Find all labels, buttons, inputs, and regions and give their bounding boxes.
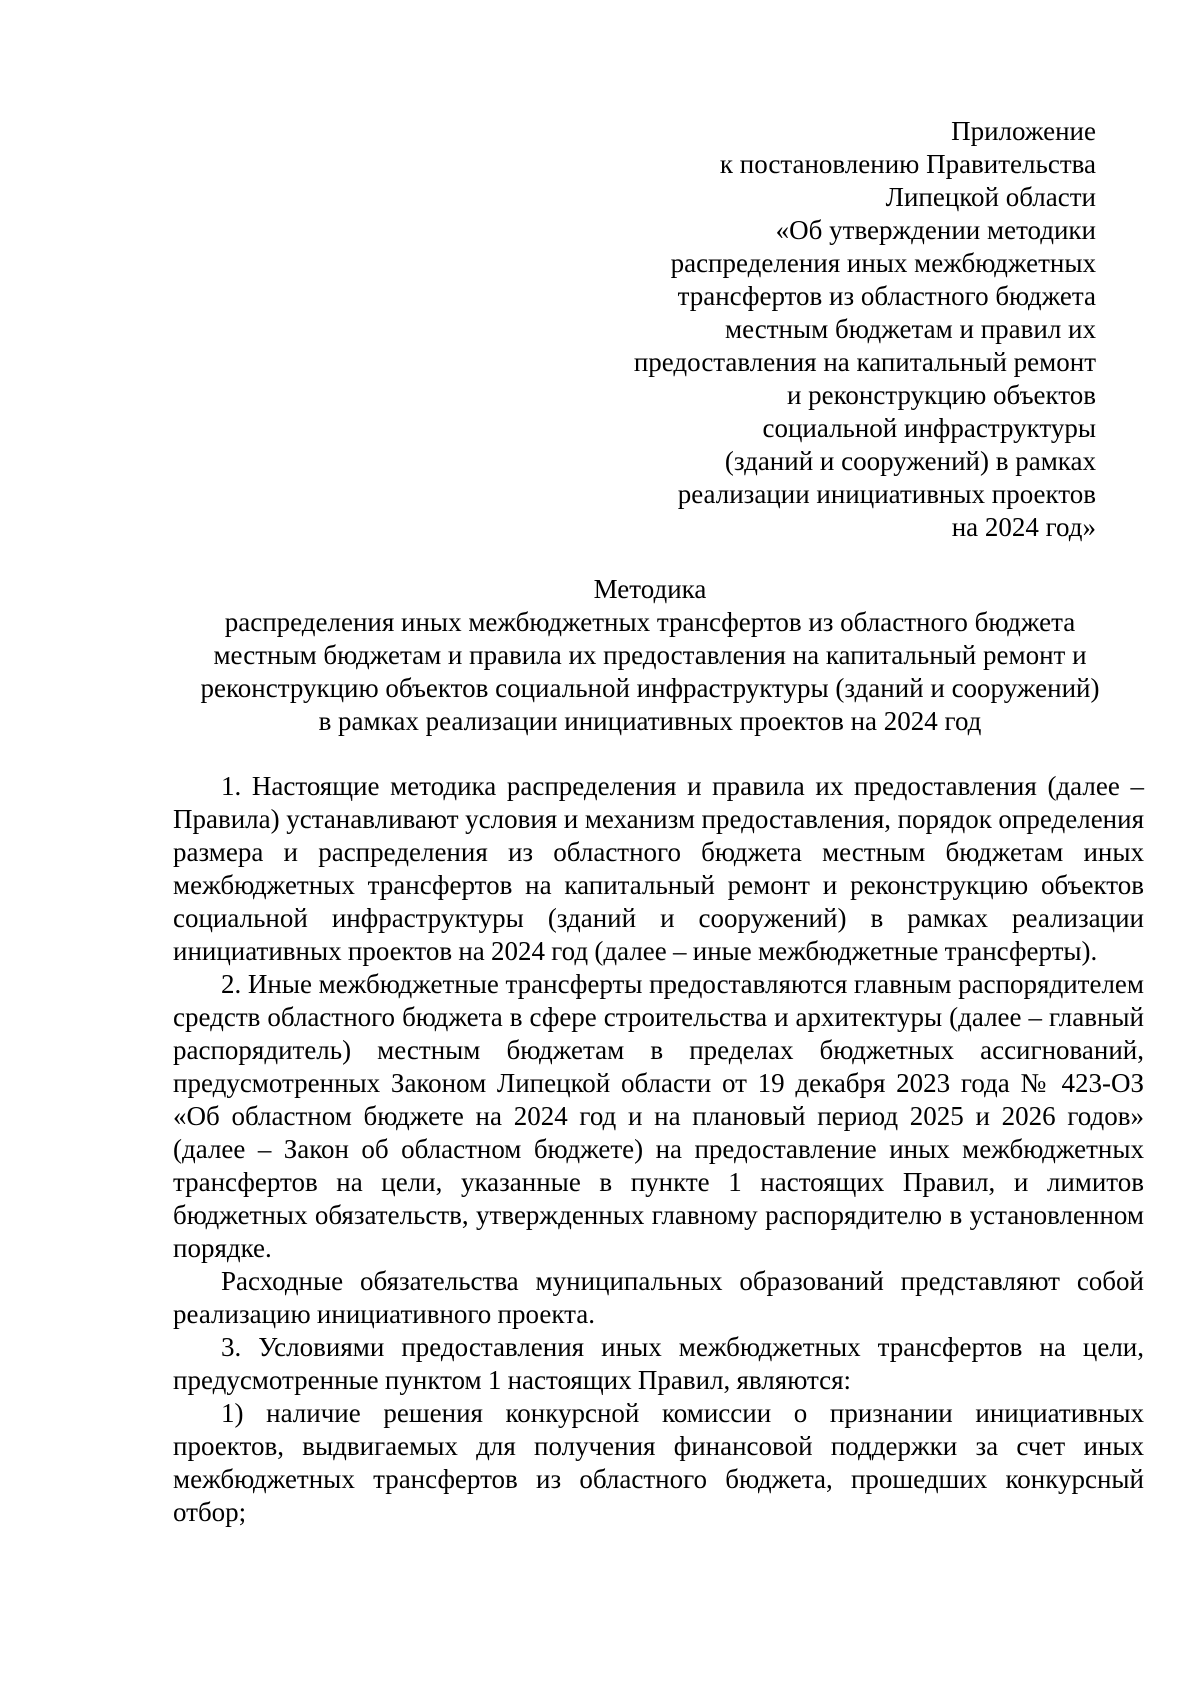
- title-line: местным бюджетам и правила их предоставления на капитальный ремонт и: [213, 640, 1087, 670]
- paragraph-2-note: Расходные обязательства муниципальных образований представляют собой реализацию инициативного проекта.: [173, 1266, 1144, 1329]
- title-line: реконструкцию объектов социальной инфраструктуры (зданий и сооружений): [200, 673, 1100, 703]
- appendix-line: Липецкой области: [885, 182, 1096, 212]
- appendix-header: [496, 115, 1096, 544]
- appendix-line: на 2024 год»: [951, 512, 1096, 542]
- appendix-line: социальной инфраструктуры: [762, 413, 1096, 443]
- paragraph-3-item-1: 1) наличие решения конкурсной комиссии о признании инициативных проектов, выдвигаемых для получения финансовой поддержки за счет иных межбюджетных трансфертов из областного бюджета, прошедших конкурсный отбор;: [173, 1398, 1144, 1527]
- appendix-line: распределения иных межбюджетных: [670, 248, 1096, 278]
- appendix-line: местным бюджетам и правил их: [725, 314, 1096, 344]
- paragraph-3: 3. Условиями предоставления иных межбюджетных трансфертов на цели, предусмотренные пунктом 1 настоящих Правил, являются:: [173, 1332, 1144, 1395]
- appendix-line: «Об утверждении методики: [775, 215, 1096, 245]
- appendix-line: Приложение: [951, 116, 1096, 146]
- paragraph-1: 1. Настоящие методика распределения и правила их предоставления (далее – Правила) устанавливают условия и механизм предоставления, порядок определения размера и распределения из областного бюджета местным бюджетам иных межбюджетных трансфертов на капитальный ремонт и реконструкцию объектов социальной инфраструктуры (зданий и сооружений) в рамках реализации инициативных проектов на 2024 год (далее – иные межбюджетные трансферты).: [173, 771, 1144, 966]
- title-line: Методика: [593, 574, 707, 604]
- document-title: [150, 573, 1150, 738]
- title-line: в рамках реализации инициативных проектов на 2024 год: [318, 706, 982, 736]
- appendix-line: и реконструкцию объектов: [786, 380, 1096, 410]
- appendix-line: трансфертов из областного бюджета: [677, 281, 1096, 311]
- appendix-line: реализации инициативных проектов: [677, 479, 1096, 509]
- appendix-line: к постановлению Правительства: [719, 149, 1096, 179]
- paragraph-2: 2. Иные межбюджетные трансферты предоставляются главным распорядителем средств областного бюджета в сфере строительства и архитектуры (далее – главный распорядитель) местным бюджетам в пределах бюджетных ассигнований, предусмотренных Законом Липецкой области от 19 декабря 2023 года № 423-ОЗ «Об областном бюджете на 2024 год и на плановый период 2025 и 2026 годов» (далее – Закон об областном бюджете) на предоставление иных межбюджетных трансфертов на цели, указанные в пункте 1 настоящих Правил, и лимитов бюджетных обязательств, утвержденных главному распорядителю в установленном порядке.: [173, 969, 1144, 1263]
- document-body: [173, 770, 1144, 1529]
- title-line: распределения иных межбюджетных трансфертов из областного бюджета: [224, 607, 1076, 637]
- appendix-line: предоставления на капитальный ремонт: [633, 347, 1096, 377]
- appendix-line: (зданий и сооружений) в рамках: [724, 446, 1096, 476]
